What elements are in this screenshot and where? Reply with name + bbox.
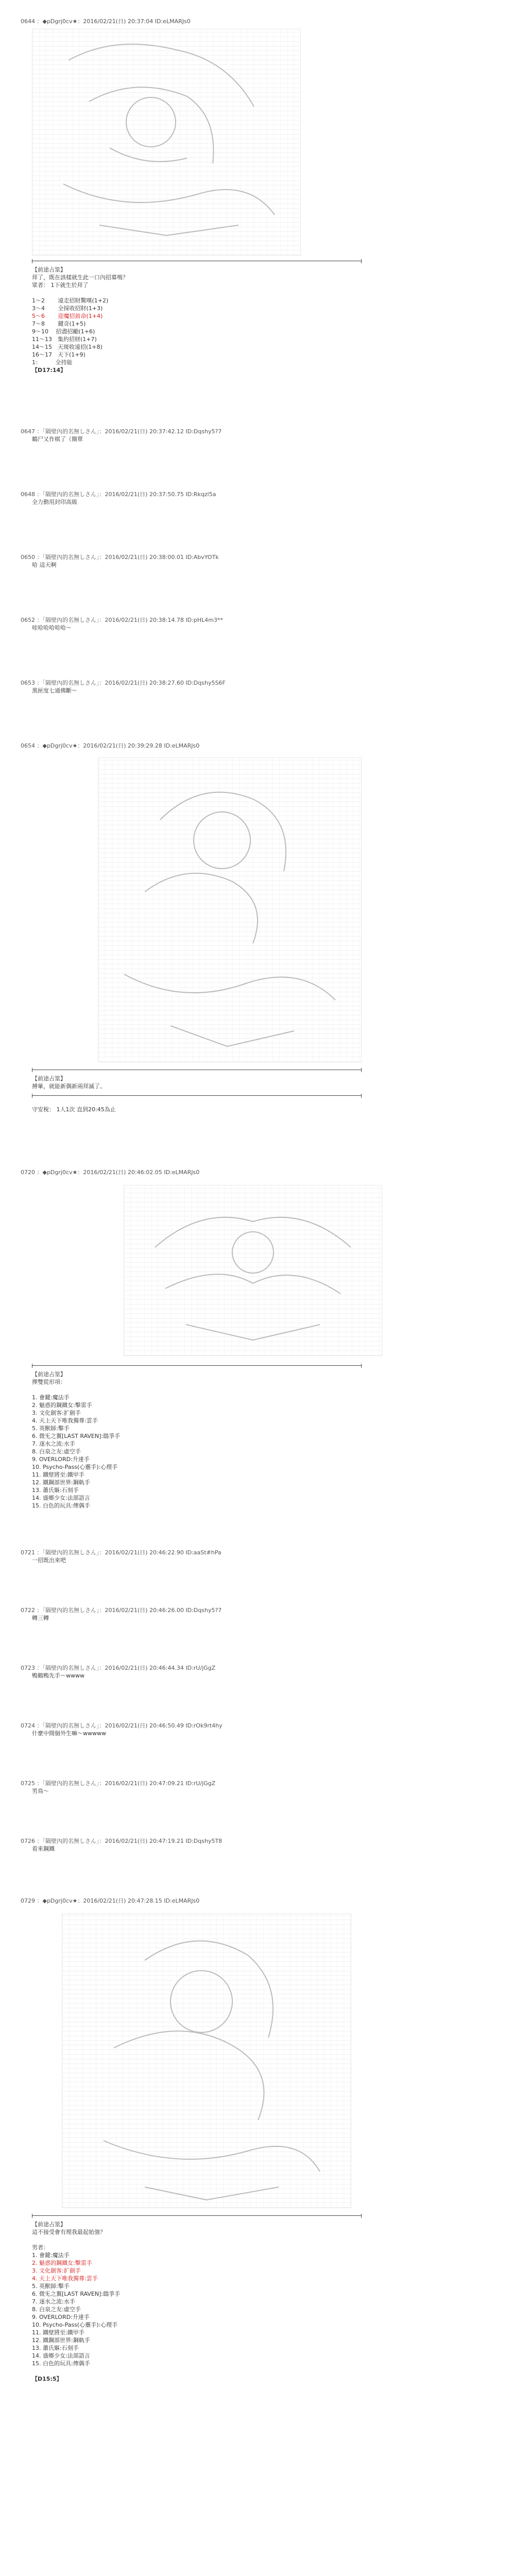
post-body: 黑匣度七通佛斷～ (32, 687, 77, 694)
separator-line (32, 1365, 362, 1366)
ascii-art-sketch (98, 758, 361, 1062)
list-item: 9. OVERLORD:升達手 (32, 1456, 90, 1463)
section-title: 【前途占筮】 (32, 2221, 66, 2228)
section-title: 【前途占筮】 (32, 1075, 66, 1082)
post-header: 0652 ：「隔壁內的名無しさん」：2016/02/21(日) 20:38:14.78 ID:pHL4m3** (21, 617, 223, 623)
list-item: 15. 白色的玩具:傳偶手 (32, 2360, 90, 2367)
post-header: 0644 ：◆pDgrj0cv★：2016/02/21(日) 20:37:04 ID:eLMARJs0 (21, 18, 191, 25)
post-header: 0725 ：「隔壁內的名無しさん」：2016/02/21(日) 20:47:09.21 ID:rU/jGgZ (21, 1780, 216, 1787)
text-line: 1： 全持能 (32, 359, 73, 366)
post-0647 (21, 428, 381, 443)
ascii-art-figure (62, 1913, 351, 2208)
post-body: 什麼中間個外生嘛～wwwww (32, 1730, 106, 1737)
post-header: 0650 ：「隔壁內的名無しさん」：2016/02/21(日) 20:38:00.01 ID:AbvYOTk (21, 554, 219, 561)
text-line: 男者： (32, 2244, 49, 2251)
dice-result: 【D15:5】 (32, 2376, 62, 2382)
post-body: 鶴尸又作棋了（簡單 (32, 436, 83, 443)
text-line: 擇雙從形項： (32, 1379, 66, 1385)
post-body: 哈 這天啊 (32, 562, 57, 568)
list-item: 3. 文化劍客:扩劍手 (32, 1410, 81, 1416)
section-block-0720 (32, 1370, 362, 1510)
post-header: 0720 ：◆pDgrj0cv★：2016/02/21(日) 20:46:02.05 ID:eLMARJs0 (21, 1169, 200, 1176)
post-header: 0721 ：「隔壁內的名無しさん」：2016/02/21(日) 20:46:22.90 ID:aaSt#hPa (21, 1549, 222, 1556)
vote-note (32, 1106, 362, 1113)
post-0723 (21, 1664, 381, 1680)
post-0644 (21, 18, 381, 25)
list-item: 11. 鐵壁將至:鐵甲手 (32, 1471, 84, 1478)
list-item-highlight: 2. 魅惑的鋼鐵女:擊雷手 (32, 2260, 92, 2266)
post-header: 0726 ：「隔壁內的名無しさん」：2016/02/21(日) 20:47:19.21 ID:Dqshy5T8 (21, 1838, 223, 1844)
text-line: 16～17 天下(1+9) (32, 351, 86, 358)
separator-line (32, 2215, 362, 2216)
post-body: 一招既出來吧 (32, 1557, 66, 1564)
list-item: 13. 蕭氏嫗:石刻手 (32, 1487, 79, 1494)
list-item: 7. 逐水之流:水手 (32, 2298, 75, 2305)
list-item: 13. 蕭氏嫗:石刻手 (32, 2345, 79, 2351)
post-0650 (21, 553, 381, 569)
section-title: 【前途占筮】 (32, 1371, 66, 1378)
text-line: 眾者： 1下就生於拜了 (32, 282, 89, 289)
post-0729 (21, 1897, 381, 1905)
list-item: 7. 逐水之流:水手 (32, 1440, 75, 1447)
text-line: 拜了，既在該樣就生此一口內招募嗎？ (32, 274, 128, 281)
post-0726 (21, 1837, 381, 1853)
text-line: 9～10 招盡招勵(1+6) (32, 328, 95, 335)
post-body: 男鳥～ (32, 1788, 49, 1794)
post-body: 轉三轉 (32, 1615, 49, 1621)
section-block-0729 (32, 2221, 362, 2383)
text-line: 1～2 遠走招財驚嘆(1+2) (32, 297, 109, 304)
post-body: 全力動用封印高級 (32, 499, 77, 505)
ascii-art-figure (124, 1185, 382, 1356)
list-item: 8. 白泉之友:虛空手 (32, 2306, 81, 2313)
list-item: 1. 會鍵:魔法手 (32, 1394, 70, 1401)
ascii-art-figure (98, 757, 362, 1062)
text-line: 搏暈，就能新偶新兩拜滅了。 (32, 1083, 106, 1090)
text-line: 7～8 鍵奇(1+5) (32, 320, 86, 327)
post-0653 (21, 679, 381, 694)
post-body: 看來鋼鐵 (32, 1845, 55, 1852)
list-item: 14. 盛鄉少女:法部語言 (32, 1495, 90, 1501)
post-header: 0724 ：「隔壁內的名無しさん」：2016/02/21(日) 20:46:50.49 ID:rOk9rt4hy (21, 1722, 223, 1729)
list-item: 10. Psycho-Pass(心靈手):心理手 (32, 2321, 118, 2328)
list-item: 11. 鐵壁將至:鐵甲手 (32, 2329, 84, 2336)
list-item: 5. 英獸師:擊手 (32, 2283, 70, 2290)
text-line: 這不接受會有理我最起始強？ (32, 2229, 106, 2235)
post-header: 0654 ：◆pDgrj0cv★：2016/02/21(日) 20:39:29.28 ID:eLMARJs0 (21, 742, 200, 749)
text-line (32, 2236, 362, 2244)
list-item: 14. 盛鄉少女:法部語言 (32, 2352, 90, 2359)
post-header: 0653 ：「隔壁內的名無しさん」：2016/02/21(日) 20:38:27.60 ID:Dqshy5S6F (21, 680, 226, 686)
section-block-0654 (32, 1075, 362, 1090)
text-line (32, 1386, 362, 1394)
post-header: 0648 ：「隔壁內的名無しさん」：2016/02/21(日) 20:37:50.75 ID:Rkqzl5a (21, 491, 216, 498)
list-item: 12. 鐵鋼部世界:鋼軌手 (32, 1479, 90, 1486)
post-0648 (21, 490, 381, 506)
post-0654 (21, 742, 381, 750)
post-header: 0729 ：◆pDgrj0cv★：2016/02/21(日) 20:47:28.15 ID:eLMARJs0 (21, 1897, 200, 1904)
list-item: 1. 會鍵:魔法手 (32, 2252, 70, 2259)
post-0725 (21, 1780, 381, 1795)
post-body: 鴨鶴鴨先手～wwww (32, 1672, 84, 1679)
list-item: 6. 微旡之翼[LAST RAVEN]:鴟爭手 (32, 2291, 121, 2297)
list-item: 5. 英獸師:擊手 (32, 1425, 70, 1432)
post-0652 (21, 616, 381, 632)
ascii-art-sketch (32, 29, 300, 255)
list-item: 6. 微旡之翼[LAST RAVEN]:鴟爭手 (32, 1433, 121, 1439)
post-0724 (21, 1722, 381, 1737)
section-block-0644 (32, 266, 362, 374)
post-header: 0723 ：「隔壁內的名無しさん」：2016/02/21(日) 20:46:44.34 ID:rU/jGgZ (21, 1665, 216, 1671)
text-line: 3～4 全採收招財(1+3) (32, 305, 103, 312)
list-item: 8. 白泉之友:虛空手 (32, 1448, 81, 1455)
list-item: 15. 白色的玩具:傳偶手 (32, 1502, 90, 1509)
post-0720 (21, 1168, 381, 1176)
list-item: 9. OVERLORD:升達手 (32, 2314, 90, 2320)
list-item: 2. 魅惑的鋼鐵女:擊雷手 (32, 1402, 92, 1409)
list-item: 10. Psycho-Pass(心靈手):心理手 (32, 1464, 118, 1470)
text-line: 11～13 集約招财(1+7) (32, 336, 97, 343)
post-header: 0722 ：「隔壁內的名無しさん」：2016/02/21(日) 20:46:26.00 ID:Dqshy5?7 (21, 1607, 222, 1614)
dice-result: 【D17:14】 (32, 367, 66, 374)
post-0722 (21, 1606, 381, 1622)
post-body: 哇哈哈哈哈哈～ (32, 624, 72, 631)
list-item-highlight: 4. 天上天下唯我獨尊:雲手 (32, 2275, 98, 2282)
list-item: 4. 天上天下唯我獨尊:雲手 (32, 1417, 98, 1424)
list-item-highlight: 3. 文化劍客:扩劍手 (32, 2267, 81, 2274)
ascii-art-sketch (62, 1914, 351, 2208)
post-0721 (21, 1549, 381, 1564)
ascii-art-sketch (124, 1185, 382, 1355)
post-header: 0647 ：「隔壁內的名無しさん」：2016/02/21(日) 20:37:42.12 ID:Dqshy5?7 (21, 428, 222, 435)
ascii-art-figure (32, 29, 301, 256)
text-line-highlight: 5～6 迎魔招前命(1+4) (32, 313, 103, 319)
separator-line (32, 1095, 362, 1096)
text-line: 14～15 天斑收遠招(1+8) (32, 344, 103, 350)
section-title: 【前途占筮】 (32, 266, 66, 273)
list-item: 12. 鐵鋼部世界:鋼軌手 (32, 2337, 90, 2344)
text-line (32, 289, 362, 297)
text-line: 守安稅： 1人1次 直到20:45為止 (32, 1106, 116, 1113)
